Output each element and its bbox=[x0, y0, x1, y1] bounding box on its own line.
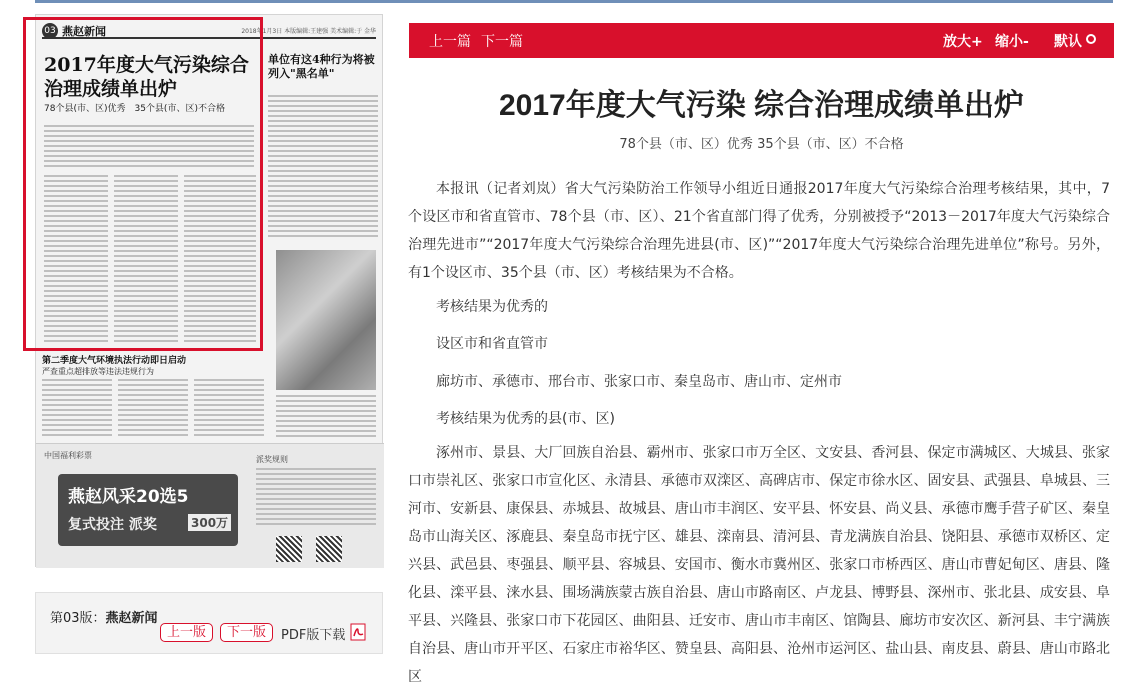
ad-subtitle bbox=[68, 514, 157, 534]
article-toolbar bbox=[409, 23, 1114, 58]
news-photo bbox=[276, 250, 376, 390]
thumbnail-mid-subheadline: 严查重点超排放等违法违规行为 bbox=[42, 367, 154, 376]
zoom-out-button[interactable]: 缩小- bbox=[995, 34, 1029, 50]
article-paragraph: 设区市和省直管市 bbox=[436, 336, 548, 352]
ad-prize-word: 派奖 bbox=[128, 517, 157, 533]
article-title: 2017年度大气污染 综合治理成绩单出炉 bbox=[498, 89, 1025, 122]
article-paragraph: 考核结果为优秀的 bbox=[436, 299, 548, 315]
newspaper-panel bbox=[0, 0, 398, 654]
top-divider bbox=[35, 0, 1113, 3]
page-label-prefix: 第03版： bbox=[50, 611, 106, 626]
next-article-link[interactable]: 下一篇 bbox=[481, 34, 523, 50]
page-label-section: 燕赵新闻 bbox=[105, 611, 158, 626]
thumbnail-headline: 2017年度大气污染综合治理成绩单出炉 bbox=[44, 54, 249, 100]
previous-article-link[interactable]: 上一篇 bbox=[429, 34, 471, 50]
text-block bbox=[184, 175, 256, 345]
text-block bbox=[118, 379, 188, 437]
newspaper-masthead bbox=[42, 23, 376, 39]
text-block bbox=[44, 125, 254, 167]
reset-circle-icon[interactable] bbox=[1086, 34, 1096, 44]
article-paragraph: 涿州市、景县、大厂回族自治县、霸州市、张家口市万全区、文安县、香河县、保定市满城区、大城县、张家口市崇礼区、张家口市宣化区、永清县、承德市双滦区、高碑店市、保定市徐水区、固安县、武强县、阜城县、三河市、安新县、康保县、赤城县、故城县、唐山市丰润区、安平县、怀安县、尚义县、承德市鹰手营子矿区、秦皇岛市山海关区、涿鹿县、秦皇岛市抚宁区、雄县、滦南县、清河县、青龙满族自治县、饶阳县、承德市双桥区、定兴县、武邑县、枣强县、顺平县、容城县、安国市、衡水市冀州区、张家口市桥西区、唐山市曹妃甸区、唐县、隆化县、滦平县、涞水县、围场满族蒙古族自治县、唐山市路南区、卢龙县、博野县、深州市、张北县、成安县、阜平县、兴隆县、张家口市下花园区、曲阳县、迁安市、唐山市丰南区、馆陶县、廊坊市安次区、新河县、丰宁满族自治县、唐山市开平区、石家庄市裕华区、赞皇县、高阳县、沧州市运河区、盐山县、南皮县、蔚县、唐山市路北区 bbox=[408, 445, 1110, 685]
page-right-edge bbox=[1118, 0, 1128, 654]
pdf-icon[interactable] bbox=[350, 623, 366, 641]
default-size-button[interactable]: 默认 bbox=[1054, 34, 1082, 50]
article-paragraph: 考核结果为优秀的县(市、区) bbox=[436, 411, 615, 427]
ad-prize-amount: 300万 bbox=[188, 514, 231, 531]
thumbnail-mid-headline: 第二季度大气环境执法行动即日启动 bbox=[42, 356, 187, 366]
text-block bbox=[276, 395, 376, 437]
text-block bbox=[194, 379, 264, 437]
ad-subtitle-text: 复式投注 bbox=[68, 517, 124, 533]
page-footer bbox=[35, 592, 383, 654]
ad-rules-title: 派奖规则 bbox=[256, 455, 288, 464]
section-name: 燕赵新闻 bbox=[62, 25, 106, 38]
text-block bbox=[268, 95, 378, 240]
ad-rules-text bbox=[256, 468, 376, 528]
article-paragraph: 本报讯（记者刘岚）省大气污染防治工作领导小组近日通报2017年度大气污染综合治理考核结果，其中，7个设区市和省直管市、78个县（市、区）、21个省直部门得了优秀，分别被授予“2013－2017年度大气污染综合治理先进市”“2017年度大气污染综合治理先进县(市、区)”“2017年度大气污染综合治理先进单位”称号。另外，有1个设区市、35个县（市、区）考核结果为不合格。 bbox=[408, 181, 1110, 281]
lottery-advertisement bbox=[36, 443, 384, 568]
page-number-badge: 03 bbox=[42, 23, 58, 39]
newspaper-page-thumbnail[interactable] bbox=[35, 14, 383, 567]
text-block bbox=[42, 379, 112, 437]
previous-page-button[interactable]: 上一版 bbox=[160, 623, 213, 642]
text-block bbox=[44, 175, 108, 345]
page-label bbox=[50, 607, 158, 626]
next-page-button[interactable]: 下一版 bbox=[220, 623, 273, 642]
qr-code bbox=[316, 536, 342, 562]
lottery-logo: 中国福利彩票 bbox=[44, 451, 92, 460]
pdf-download-link[interactable]: PDF版下载 bbox=[281, 628, 346, 643]
ad-title: 燕赵风采20选5 bbox=[68, 487, 189, 507]
article-paragraph: 廊坊市、承德市、邢台市、张家口市、秦皇岛市、唐山市、定州市 bbox=[436, 374, 842, 390]
qr-code bbox=[276, 536, 302, 562]
article-subtitle: 78个县（市、区）优秀 35个县（市、区）不合格 bbox=[619, 137, 904, 152]
masthead-meta: 2018年1月3日 本版编辑:王建强 美术编辑:于 金华 bbox=[241, 28, 376, 35]
thumbnail-right-headline: 单位有这4种行为将被列入"黑名单" bbox=[268, 53, 375, 80]
thumbnail-subheadline: 78个县(市、区)优秀 35个县(市、区)不合格 bbox=[44, 104, 225, 114]
zoom-in-button[interactable]: 放大+ bbox=[943, 34, 983, 50]
text-block bbox=[114, 175, 178, 345]
